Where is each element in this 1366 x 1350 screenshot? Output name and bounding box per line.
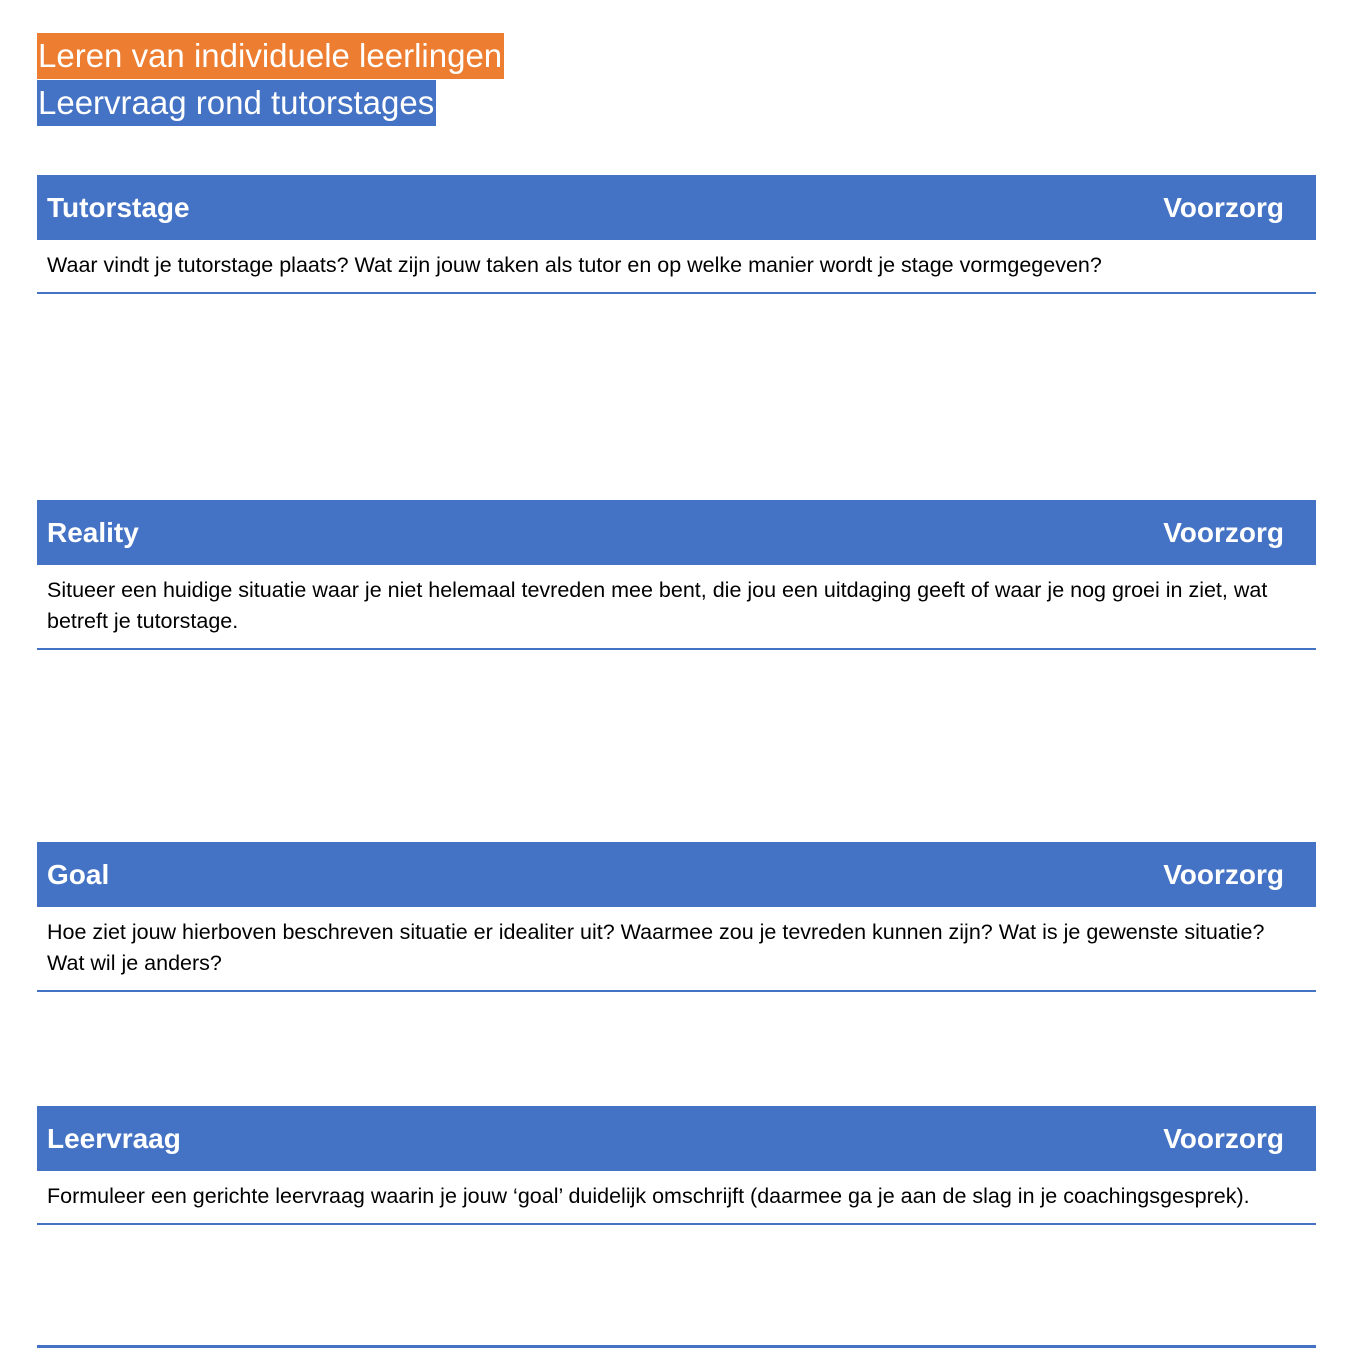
section-question: Situeer een huidige situatie waar je niet helemaal tevreden mee bent, die jou een uitdaging geeft of waar je nog groei in ziet, wat betreft je tutorstage. bbox=[37, 565, 1316, 650]
section-leervraag bbox=[37, 1106, 1316, 1225]
section-heading: Leervraag bbox=[47, 1122, 181, 1154]
divider bbox=[37, 1345, 1316, 1348]
section-reality bbox=[37, 500, 1316, 650]
section-header bbox=[37, 175, 1316, 240]
section-tag: Voorzorg bbox=[1163, 858, 1284, 890]
section-header bbox=[37, 500, 1316, 565]
section-question: Waar vindt je tutorstage plaats? Wat zijn jouw taken als tutor en op welke manier wordt je stage vormgegeven? bbox=[37, 240, 1316, 294]
section-goal bbox=[37, 842, 1316, 992]
section-tag: Voorzorg bbox=[1163, 1122, 1284, 1154]
section-question: Hoe ziet jouw hierboven beschreven situatie er idealiter uit? Waarmee zou je tevreden kunnen zijn? Wat is je gewenste situatie? Wat wil je anders? bbox=[37, 907, 1316, 992]
section-heading: Tutorstage bbox=[47, 191, 190, 223]
section-tutorstage bbox=[37, 175, 1316, 294]
section-heading: Reality bbox=[47, 516, 139, 548]
section-tag: Voorzorg bbox=[1163, 516, 1284, 548]
section-header bbox=[37, 1106, 1316, 1171]
document-subtitle: Leervraag rond tutorstages bbox=[37, 80, 436, 126]
section-heading: Goal bbox=[47, 858, 110, 890]
section-tag: Voorzorg bbox=[1163, 191, 1284, 223]
document-title: Leren van individuele leerlingen bbox=[37, 33, 504, 79]
section-header bbox=[37, 842, 1316, 907]
section-question: Formuleer een gerichte leervraag waarin je jouw ‘goal’ duidelijk omschrijft (daarmee ga je aan de slag in je coachingsgesprek). bbox=[37, 1171, 1316, 1225]
